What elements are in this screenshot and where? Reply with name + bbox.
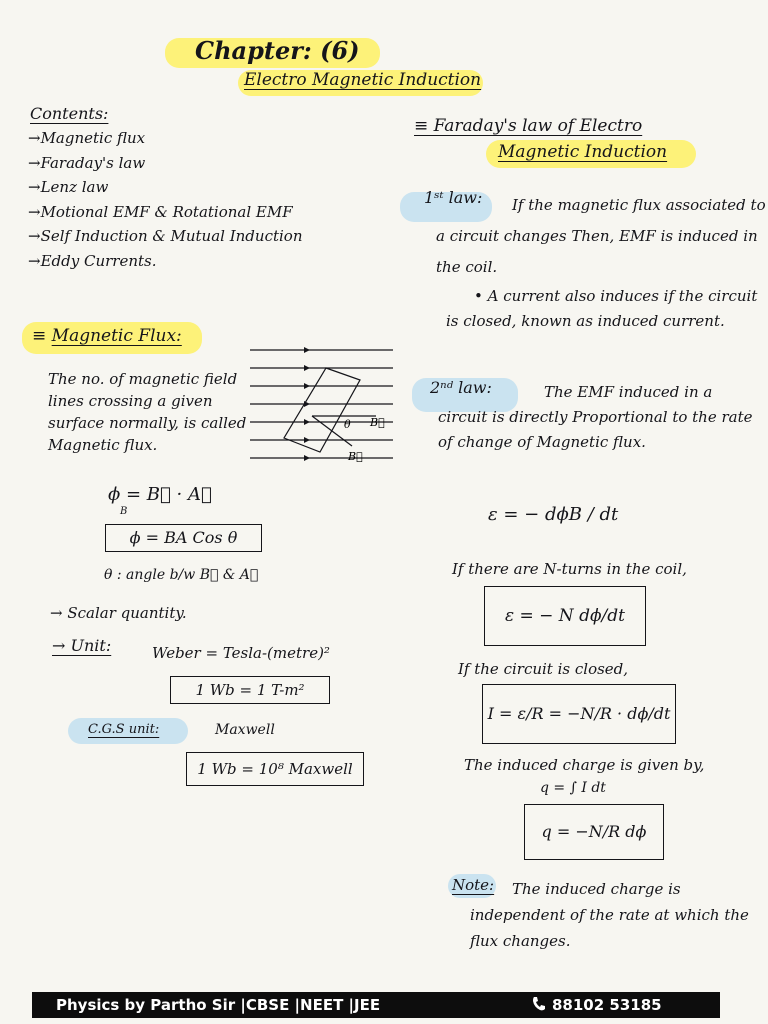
contents-item: → Motional EMF & Rotational EMF [28, 200, 303, 225]
chapter-subtitle: Electro Magnetic Induction [244, 70, 482, 90]
flux-diagram [248, 338, 398, 468]
law1-text: If the magnetic flux associated to a circuit changes Then, EMF is induced in the coil. [436, 196, 766, 276]
emf-n-turns-box: ε = − N dϕ/dt [484, 586, 646, 646]
cgs-value: Maxwell [215, 722, 275, 738]
current-formula-box: I = ε/R = −N/R · dϕ/dt [482, 684, 676, 744]
unit-equation: Weber = Tesla-(metre)² [152, 644, 330, 662]
note-label: Note: [452, 876, 495, 894]
field-arrowhead [304, 401, 310, 407]
turns-text: If there are N-turns in the coil, [452, 560, 687, 578]
scalar-note: → Scalar quantity. [50, 604, 187, 622]
a-label: B⃗ [348, 450, 363, 463]
closed-circuit-text: If the circuit is closed, [458, 660, 629, 678]
theta-label: θ [344, 418, 351, 431]
phone-icon [530, 995, 548, 1013]
unit-box: 1 Wb = 1 T-m² [170, 676, 330, 704]
faraday-heading-line2: Magnetic Induction [498, 142, 668, 162]
field-arrowhead [304, 383, 310, 389]
chapter-title: Chapter: (6) [195, 36, 360, 65]
law1-current-note: • A current also induces if the circuit is closed, known as induced current. [446, 287, 758, 330]
footer-brand: Physics by Partho Sir |CBSE |NEET |JEE [56, 996, 381, 1014]
contents-item: → Eddy Currents. [28, 249, 303, 274]
surface-plate [284, 368, 360, 452]
contents-item: → Lenz law [28, 175, 303, 200]
law1-label: 1ˢᵗ law: [424, 188, 483, 207]
field-arrowhead [304, 419, 310, 425]
contents-item: → Self Induction & Mutual Induction [28, 224, 303, 249]
footer-bar [32, 992, 720, 1018]
faraday-heading-line1: ≡ Faraday's law of Electro [414, 116, 643, 136]
charge-integral: q = ∫ I dt [540, 780, 606, 796]
field-arrowhead [304, 365, 310, 371]
flux-formula-box: ϕ = BA Cos θ [105, 524, 262, 552]
b-label: B⃗ [370, 416, 385, 429]
flux-formula-subscript: B [120, 506, 128, 517]
emf-formula: ε = − dϕB / dt [488, 504, 619, 525]
theta-note: θ : angle b/w B⃗ & A⃗ [104, 567, 259, 583]
field-arrowhead [304, 455, 310, 461]
unit-label: → Unit: [52, 636, 112, 655]
flux-formula-vector: ϕ = B⃗ · A⃗ [108, 484, 212, 505]
contents-heading: Contents: [30, 104, 109, 123]
law2-text: The EMF induced in a circuit is directly Proportional to the rate of change of Magnetic flux. [438, 383, 753, 451]
flux-heading-text: Magnetic Flux: [51, 326, 182, 346]
law2-label: 2ⁿᵈ law: [430, 378, 492, 397]
flux-heading: ≡ Magnetic Flux: [32, 326, 182, 346]
contents-item: → Faraday's law [28, 151, 303, 176]
contents-item: → Magnetic flux [28, 126, 303, 151]
field-arrowhead [304, 437, 310, 443]
note-text: The induced charge is independent of the rate at which the flux changes. [470, 880, 749, 950]
cgs-label: C.G.S unit: [88, 722, 160, 737]
cgs-box: 1 Wb = 10⁸ Maxwell [186, 752, 364, 786]
charge-formula-box: q = −N/R dϕ [524, 804, 664, 860]
footer-phone: 88102 53185 [552, 996, 662, 1014]
charge-text: The induced charge is given by, [464, 756, 705, 774]
flux-definition: The no. of magnetic field lines crossing a given surface normally, is called Magnetic flux. [48, 370, 247, 454]
contents-list [28, 126, 303, 273]
field-arrowhead [304, 347, 310, 353]
